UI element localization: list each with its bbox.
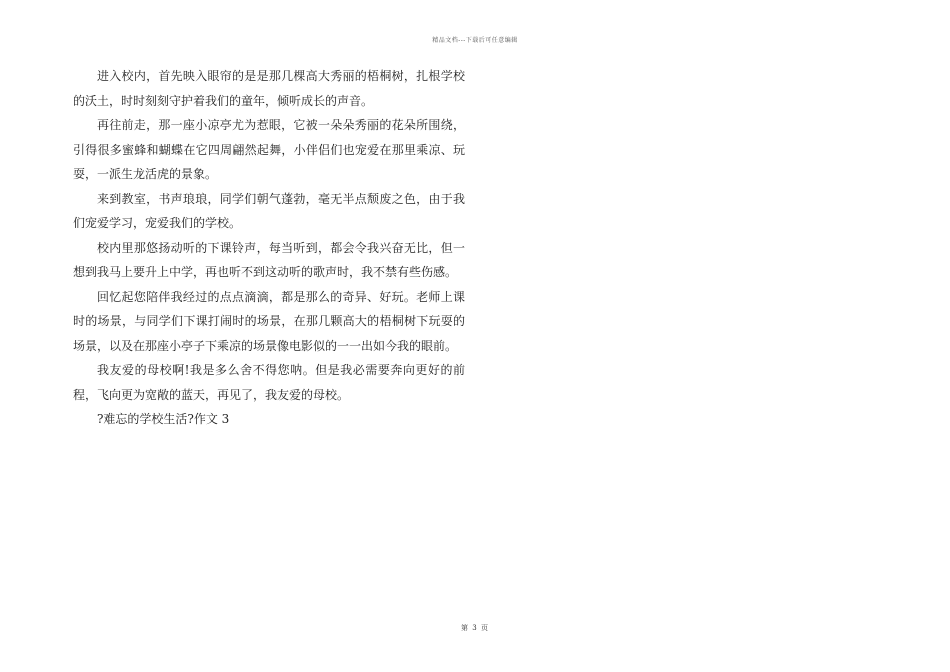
paragraph-5: 回忆起您陪伴我经过的点点滴滴，都是那么的奇异、好玩。老师上课时的场景，与同学们下课打闹时的场景，在那几颗高大的梧桐树下玩耍的场景，以及在那座小亭子下乘凉的场景像电影似的一一出如今我的眼前。: [73, 289, 465, 353]
paragraph-4: 校内里那悠扬动听的下课铃声，每当听到，都会令我兴奋无比，但一想到我马上要升上中学，再也听不到这动听的歌声时，我不禁有些伤感。: [73, 240, 465, 279]
section-heading: ?难忘的学校生活?作文 3: [97, 412, 230, 426]
paragraph-3: 来到教室，书声琅琅，同学们朝气蓬勃，毫无半点颓废之色，由于我们宠爱学习，宠爱我们的学校。: [73, 191, 465, 230]
page-number: 第 3 页: [461, 624, 489, 632]
document-body: [73, 64, 465, 432]
page-header: 精品文档---下载后可任意编辑: [432, 37, 518, 44]
paragraph-6: 我友爱的母校啊!我是多么舍不得您呐。但是我必需要奔向更好的前程，飞向更为宽敞的蓝天，再见了，我友爱的母校。: [73, 363, 465, 402]
paragraph-1: 进入校内，首先映入眼帘的是是那几棵高大秀丽的梧桐树，扎根学校的沃土，时时刻刻守护着我们的童年，倾听成长的声音。: [73, 69, 465, 108]
paragraph-2: 再往前走，那一座小凉亭尤为惹眼，它被一朵朵秀丽的花朵所围绕，引得很多蜜蜂和蝴蝶在它四周翩然起舞，小伴侣们也宠爱在那里乘凉、玩耍，一派生龙活虎的景象。: [73, 118, 465, 181]
